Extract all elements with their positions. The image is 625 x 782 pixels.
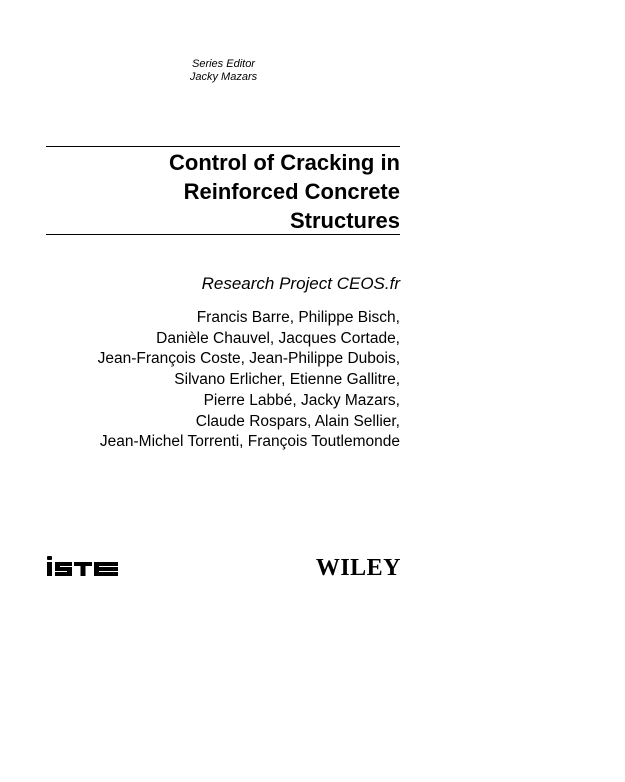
author-line: Claude Rospars, Alain Sellier, (195, 412, 400, 430)
wiley-logo: WILEY (315, 555, 401, 581)
series-editor-name: Jacky Mazars (189, 71, 258, 83)
author-list (30, 308, 400, 453)
title-bottom-rule (46, 234, 400, 235)
series-editor-label: Series Editor (192, 58, 255, 70)
author-line: Pierre Labbé, Jacky Mazars, (203, 391, 400, 409)
book-title-line-2: Reinforced Concrete (183, 179, 400, 204)
author-line: Silvano Erlicher, Etienne Gallitre, (174, 371, 400, 389)
book-title-line-1: Control of Cracking in (169, 150, 400, 175)
author-line: Jean-François Coste, Jean-Philippe Dubois, (97, 350, 400, 368)
author-line: Jean-Michel Torrenti, François Toutlemonde (99, 433, 400, 451)
author-line: Francis Barre, Philippe Bisch, (196, 309, 400, 326)
title-top-rule (46, 146, 400, 147)
iste-logo (46, 553, 128, 579)
book-subtitle: Research Project CEOS.fr (201, 274, 400, 293)
series-editor-block (150, 58, 297, 84)
book-title (46, 148, 400, 235)
book-title-line-3: Structures (289, 208, 400, 233)
author-line: Danièle Chauvel, Jacques Cortade, (156, 329, 400, 347)
